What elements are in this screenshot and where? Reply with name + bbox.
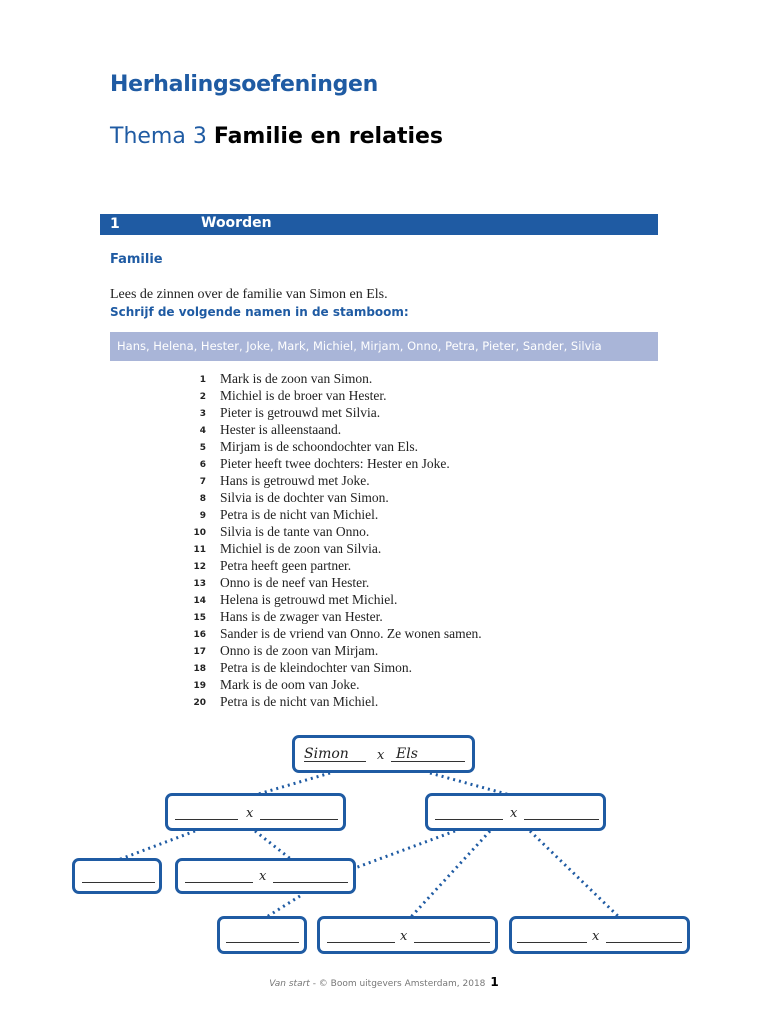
footer-copyright: - © Boom uitgevers Amsterdam, 2018 <box>309 979 486 989</box>
sentence-number: 16 <box>193 630 206 640</box>
tree-box-gen1-left[interactable] <box>165 793 346 831</box>
tree-box-gen3-b[interactable] <box>317 916 498 954</box>
connector-left-child2 <box>255 831 292 860</box>
blank-line <box>82 882 155 883</box>
tree-box-gen2-b[interactable] <box>175 858 356 894</box>
page-footer <box>0 975 768 989</box>
page-heading: Herhalingsoefeningen <box>110 72 379 97</box>
root-right-name: Els <box>396 746 418 762</box>
sentence-text: Michiel is de broer van Hester. <box>220 388 387 403</box>
instruction-text: Schrijf de volgende namen in de stamboom: <box>110 305 409 319</box>
sentence-text: Petra heeft geen partner. <box>220 558 352 573</box>
blank-line <box>273 882 348 883</box>
root-left-name: Simon <box>304 746 349 762</box>
sentence-text: Mark is de oom van Joke. <box>220 677 360 692</box>
subheading: Familie <box>110 252 163 267</box>
connector-right-child1 <box>355 831 455 868</box>
sentence-number: 3 <box>199 409 206 419</box>
connector-root-right <box>430 773 510 795</box>
couple-sign: x <box>400 929 408 944</box>
sentence-number: 10 <box>193 528 206 538</box>
sentence-number: 7 <box>199 477 206 487</box>
connector-left-child1 <box>118 831 195 860</box>
sentence-text: Onno is de zoon van Mirjam. <box>220 643 379 658</box>
connector-root-left <box>255 773 330 795</box>
footer-book: Van start <box>269 979 310 989</box>
sentence-text: Petra is de nicht van Michiel. <box>220 694 379 709</box>
sentence-number: 9 <box>199 511 206 521</box>
sentence-text: Sander is de vriend van Onno. Ze wonen samen. <box>220 626 482 641</box>
sentence-number: 20 <box>193 698 206 708</box>
sentence-number: 13 <box>193 579 206 589</box>
blank-line <box>327 942 395 943</box>
tree-box-gen3-c[interactable] <box>509 916 690 954</box>
couple-sign: x <box>510 806 518 821</box>
blank-line <box>226 942 299 943</box>
couple-sign: x <box>592 929 600 944</box>
blank-line <box>391 761 465 762</box>
section-label: Woorden <box>201 215 272 231</box>
blank-line <box>414 942 490 943</box>
tree-box-root[interactable] <box>292 735 475 773</box>
sentence-text: Mirjam is de schoondochter van Els. <box>220 439 418 454</box>
sentence-number: 8 <box>199 494 206 504</box>
sentence-text: Onno is de neef van Hester. <box>220 575 370 590</box>
sentence-number: 5 <box>199 443 206 453</box>
sentence-text: Mark is de zoon van Simon. <box>220 371 373 386</box>
sentence-text: Helena is getrouwd met Michiel. <box>220 592 398 607</box>
tree-box-gen3-a[interactable] <box>217 916 307 954</box>
couple-sign: x <box>259 869 267 884</box>
connector-right-child3 <box>530 831 620 918</box>
blank-line <box>260 819 338 820</box>
blank-line <box>435 819 503 820</box>
couple-sign: x <box>377 748 385 763</box>
sentence-text: Petra is de kleindochter van Simon. <box>220 660 412 675</box>
sentence-number: 18 <box>193 664 206 674</box>
sentence-number: 11 <box>193 545 206 555</box>
sentence-text: Michiel is de zoon van Silvia. <box>220 541 382 556</box>
sentence-number: 14 <box>193 596 206 606</box>
sentence-number: 12 <box>193 562 206 572</box>
theme-label: Thema 3 <box>110 124 207 149</box>
sentence-number: 19 <box>193 681 206 691</box>
sentence-text: Hans is getrouwd met Joke. <box>220 473 370 488</box>
sentence-number: 17 <box>193 647 206 657</box>
sentence-number: 1 <box>199 375 206 385</box>
sentence-text: Hans is de zwager van Hester. <box>220 609 383 624</box>
sentence-text: Hester is alleenstaand. <box>220 422 342 437</box>
blank-line <box>517 942 587 943</box>
sentence-text: Pieter heeft twee dochters: Hester en Joke. <box>220 456 450 471</box>
sentence-number: 15 <box>193 613 206 623</box>
sentence-text: Pieter is getrouwd met Silvia. <box>220 405 381 420</box>
theme-name: Familie en relaties <box>213 124 444 149</box>
couple-sign: x <box>246 806 254 821</box>
connector-mid-child <box>265 896 300 918</box>
tree-box-gen2-a[interactable] <box>72 858 162 894</box>
sentence-text: Silvia is de dochter van Simon. <box>220 490 389 505</box>
blank-line <box>185 882 253 883</box>
names-list: Hans, Helena, Hester, Joke, Mark, Michiel, Mirjam, Onno, Petra, Pieter, Sander, Silvia <box>117 339 602 353</box>
blank-line <box>175 819 238 820</box>
sentence-text: Petra is de nicht van Michiel. <box>220 507 379 522</box>
sentence-text: Silvia is de tante van Onno. <box>220 524 370 539</box>
blank-line <box>524 819 599 820</box>
blank-line <box>606 942 682 943</box>
connector-right-child2 <box>410 831 490 918</box>
tree-box-gen1-right[interactable] <box>425 793 606 831</box>
sentence-number: 6 <box>199 460 206 470</box>
section-number: 1 <box>110 216 120 232</box>
blank-line <box>304 761 366 762</box>
page-number: 1 <box>490 975 499 989</box>
sentence-number: 4 <box>199 426 206 436</box>
intro-text: Lees de zinnen over de familie van Simon en Els. <box>110 287 388 302</box>
sentence-number: 2 <box>199 392 206 402</box>
